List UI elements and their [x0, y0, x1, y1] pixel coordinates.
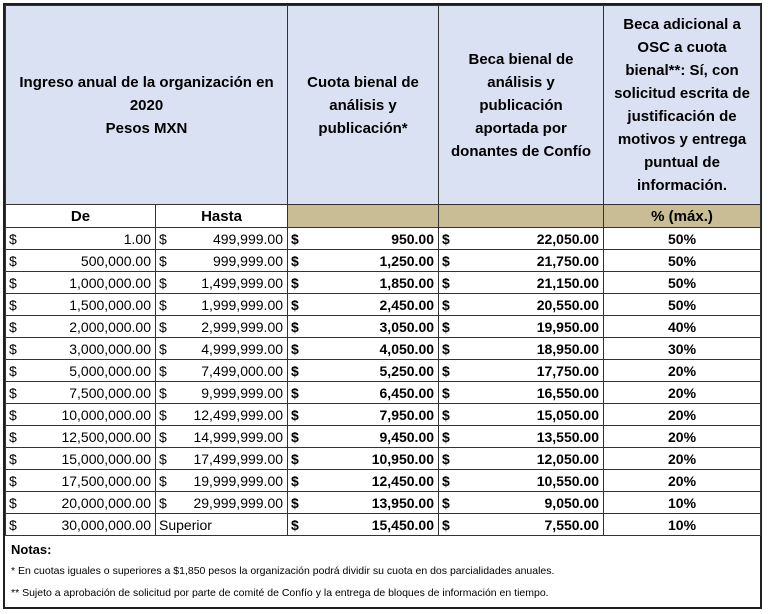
cell-pct: 20% [604, 360, 761, 382]
currency-symbol: $ [442, 494, 450, 511]
cell-grant [439, 272, 604, 294]
table-row [6, 294, 761, 316]
cell-to [156, 272, 288, 294]
fee-table-document [3, 3, 762, 609]
cell-to [156, 514, 288, 536]
table-row [6, 250, 761, 272]
cell-fee [288, 448, 439, 470]
cell-grant [439, 404, 604, 426]
cell-pct: 50% [604, 250, 761, 272]
cell-pct: 20% [604, 426, 761, 448]
header-extra-grant: Beca adicional a OSC a cuota bienal**: Sí, con solicitud escrita de justificación de motivos y entrega puntual de información. [604, 6, 761, 205]
from-value: 17,500,000.00 [61, 472, 151, 489]
currency-symbol: $ [442, 428, 450, 445]
to-value: 999,999.00 [212, 252, 284, 269]
currency-symbol: $ [159, 472, 167, 489]
to-value: 29,999,999.00 [193, 494, 284, 511]
cell-grant [439, 338, 604, 360]
currency-symbol: $ [442, 274, 450, 291]
from-value: 7,500,000.00 [69, 384, 151, 401]
header-income-line2: 2020 [129, 96, 164, 114]
header-from: De [6, 205, 156, 228]
from-value: 1,000,000.00 [69, 274, 151, 291]
from-value: 12,500,000.00 [61, 428, 151, 445]
currency-symbol: $ [291, 296, 299, 313]
cell-pct: 50% [604, 272, 761, 294]
header-to: Hasta [156, 205, 288, 228]
currency-symbol: $ [291, 516, 299, 533]
fee-value: 10,950.00 [371, 450, 435, 467]
table-row [6, 448, 761, 470]
cell-to [156, 250, 288, 272]
grant-value: 9,050.00 [544, 494, 600, 511]
currency-symbol: $ [9, 472, 17, 489]
cell-from [6, 272, 156, 294]
header-income-line1: Ingreso anual de la organización en [19, 73, 274, 91]
currency-symbol: $ [159, 362, 167, 379]
cell-fee [288, 228, 439, 250]
cell-fee [288, 426, 439, 448]
from-value: 10,000,000.00 [61, 406, 151, 423]
cell-grant [439, 382, 604, 404]
currency-symbol: $ [291, 252, 299, 269]
cell-pct: 10% [604, 514, 761, 536]
cell-grant [439, 448, 604, 470]
to-value: 9,999,999.00 [201, 384, 284, 401]
table-row [6, 382, 761, 404]
cell-grant [439, 228, 604, 250]
currency-symbol: $ [442, 296, 450, 313]
cell-to [156, 360, 288, 382]
cell-pct: 20% [604, 470, 761, 492]
currency-symbol: $ [442, 362, 450, 379]
cell-from [6, 492, 156, 514]
cell-pct: 10% [604, 492, 761, 514]
cell-grant [439, 250, 604, 272]
fee-value: 5,250.00 [379, 362, 435, 379]
cell-fee [288, 338, 439, 360]
grant-value: 7,550.00 [544, 516, 600, 533]
fee-value: 9,450.00 [379, 428, 435, 445]
from-value: 20,000,000.00 [61, 494, 151, 511]
to-value: 4,999,999.00 [201, 340, 284, 357]
currency-symbol: $ [442, 384, 450, 401]
cell-to [156, 228, 288, 250]
cell-fee [288, 272, 439, 294]
to-value: 14,999,999.00 [193, 428, 284, 445]
currency-symbol: $ [291, 428, 299, 445]
cell-to [156, 382, 288, 404]
grant-value: 19,950.00 [536, 318, 600, 335]
currency-symbol: $ [159, 340, 167, 357]
cell-fee [288, 360, 439, 382]
cell-grant [439, 360, 604, 382]
fee-value: 950.00 [391, 230, 435, 247]
header-income [6, 6, 288, 205]
currency-symbol: $ [159, 384, 167, 401]
currency-symbol: $ [9, 252, 17, 269]
fee-value: 2,450.00 [379, 296, 435, 313]
from-value: 1,500,000.00 [69, 296, 151, 313]
currency-symbol: $ [9, 274, 17, 291]
fee-value: 15,450.00 [371, 516, 435, 533]
from-value: 15,000,000.00 [61, 450, 151, 467]
table-row [6, 316, 761, 338]
cell-from [6, 338, 156, 360]
grant-value: 20,550.00 [536, 296, 600, 313]
table-row [6, 360, 761, 382]
fee-value: 4,050.00 [379, 340, 435, 357]
fee-value: 3,050.00 [379, 318, 435, 335]
cell-grant [439, 514, 604, 536]
currency-symbol: $ [159, 406, 167, 423]
from-value: 500,000.00 [80, 252, 151, 269]
cell-fee [288, 404, 439, 426]
currency-symbol: $ [159, 318, 167, 335]
to-value: 1,999,999.00 [201, 296, 284, 313]
cell-pct: 20% [604, 382, 761, 404]
table-row [6, 492, 761, 514]
currency-symbol: $ [291, 450, 299, 467]
notes-title: Notas: [11, 542, 52, 557]
cell-fee [288, 470, 439, 492]
to-value: 12,499,999.00 [193, 406, 284, 423]
cell-fee [288, 294, 439, 316]
cell-grant [439, 492, 604, 514]
cell-fee [288, 514, 439, 536]
fee-value: 1,850.00 [379, 274, 435, 291]
grant-value: 22,050.00 [536, 230, 600, 247]
currency-symbol: $ [9, 450, 17, 467]
to-value: 19,999,999.00 [193, 472, 284, 489]
currency-symbol: $ [159, 252, 167, 269]
cell-to [156, 426, 288, 448]
table-row [6, 470, 761, 492]
currency-symbol: $ [442, 472, 450, 489]
currency-symbol: $ [291, 274, 299, 291]
notes-section [5, 536, 760, 599]
cell-grant [439, 470, 604, 492]
currency-symbol: $ [9, 428, 17, 445]
currency-symbol: $ [291, 494, 299, 511]
header-grant: Beca bienal de análisis y publicación aportada por donantes de Confío [439, 6, 604, 205]
header-grant-blank [439, 205, 604, 228]
cell-fee [288, 250, 439, 272]
currency-symbol: $ [442, 340, 450, 357]
cell-to [156, 404, 288, 426]
table-row [6, 338, 761, 360]
header-fee: Cuota bienal de análisis y publicación* [288, 6, 439, 205]
cell-to [156, 294, 288, 316]
table-row [6, 514, 761, 536]
currency-symbol: $ [442, 516, 450, 533]
header-pct: % (máx.) [604, 205, 761, 228]
currency-symbol: $ [442, 252, 450, 269]
cell-grant [439, 426, 604, 448]
fee-value: 13,950.00 [371, 494, 435, 511]
grant-value: 18,950.00 [536, 340, 600, 357]
cell-pct: 30% [604, 338, 761, 360]
fee-value: 12,450.00 [371, 472, 435, 489]
to-value: Superior [159, 516, 212, 533]
table-row [6, 272, 761, 294]
currency-symbol: $ [159, 296, 167, 313]
cell-to [156, 492, 288, 514]
note-2: ** Sujeto a aprobación de solicitud por parte de comité de Confío y la entrega de bloques de información en tiempo. [11, 587, 549, 599]
cell-fee [288, 492, 439, 514]
cell-from [6, 294, 156, 316]
cell-from [6, 250, 156, 272]
cell-from [6, 514, 156, 536]
grant-value: 13,550.00 [536, 428, 600, 445]
currency-symbol: $ [159, 494, 167, 511]
currency-symbol: $ [9, 516, 17, 533]
from-value: 2,000,000.00 [69, 318, 151, 335]
cell-from [6, 426, 156, 448]
cell-from [6, 448, 156, 470]
cell-pct: 20% [604, 404, 761, 426]
fee-value: 1,250.00 [379, 252, 435, 269]
cell-from [6, 360, 156, 382]
currency-symbol: $ [9, 406, 17, 423]
grant-value: 10,550.00 [536, 472, 600, 489]
cell-pct: 50% [604, 294, 761, 316]
cell-to [156, 316, 288, 338]
header-income-line3: Pesos MXN [105, 119, 188, 137]
currency-symbol: $ [291, 472, 299, 489]
fee-value: 7,950.00 [379, 406, 435, 423]
to-value: 1,499,999.00 [201, 274, 284, 291]
currency-symbol: $ [442, 230, 450, 247]
currency-symbol: $ [291, 230, 299, 247]
currency-symbol: $ [9, 494, 17, 511]
currency-symbol: $ [442, 406, 450, 423]
cell-fee [288, 382, 439, 404]
currency-symbol: $ [291, 318, 299, 335]
from-value: 3,000,000.00 [69, 340, 151, 357]
currency-symbol: $ [159, 274, 167, 291]
header-fee-blank [288, 205, 439, 228]
currency-symbol: $ [442, 450, 450, 467]
currency-symbol: $ [291, 406, 299, 423]
from-value: 30,000,000.00 [61, 516, 151, 533]
cell-from [6, 470, 156, 492]
currency-symbol: $ [9, 296, 17, 313]
currency-symbol: $ [9, 318, 17, 335]
table-row [6, 404, 761, 426]
fee-table [5, 5, 761, 536]
grant-value: 15,050.00 [536, 406, 600, 423]
currency-symbol: $ [159, 450, 167, 467]
cell-pct: 40% [604, 316, 761, 338]
cell-fee [288, 316, 439, 338]
currency-symbol: $ [442, 318, 450, 335]
grant-value: 21,150.00 [536, 274, 600, 291]
currency-symbol: $ [9, 384, 17, 401]
from-value: 5,000,000.00 [69, 362, 151, 379]
currency-symbol: $ [291, 384, 299, 401]
to-value: 7,499,000.00 [201, 362, 284, 379]
to-value: 2,999,999.00 [201, 318, 284, 335]
currency-symbol: $ [9, 362, 17, 379]
cell-pct: 20% [604, 448, 761, 470]
to-value: 499,999.00 [212, 230, 284, 247]
currency-symbol: $ [9, 230, 17, 247]
note-1: * En cuotas iguales o superiores a $1,850 pesos la organización podrá dividir su cuota en dos parcialidades anuales. [11, 565, 555, 577]
cell-from [6, 316, 156, 338]
cell-to [156, 448, 288, 470]
currency-symbol: $ [159, 230, 167, 247]
currency-symbol: $ [291, 340, 299, 357]
currency-symbol: $ [159, 428, 167, 445]
grant-value: 21,750.00 [536, 252, 600, 269]
cell-to [156, 338, 288, 360]
grant-value: 16,550.00 [536, 384, 600, 401]
cell-pct: 50% [604, 228, 761, 250]
from-value: 1.00 [123, 230, 151, 247]
grant-value: 12,050.00 [536, 450, 600, 467]
cell-grant [439, 294, 604, 316]
currency-symbol: $ [291, 362, 299, 379]
fee-value: 6,450.00 [379, 384, 435, 401]
cell-from [6, 228, 156, 250]
table-row [6, 426, 761, 448]
cell-to [156, 470, 288, 492]
to-value: 17,499,999.00 [193, 450, 284, 467]
grant-value: 17,750.00 [536, 362, 600, 379]
cell-grant [439, 316, 604, 338]
cell-from [6, 382, 156, 404]
cell-from [6, 404, 156, 426]
currency-symbol: $ [9, 340, 17, 357]
table-row [6, 228, 761, 250]
